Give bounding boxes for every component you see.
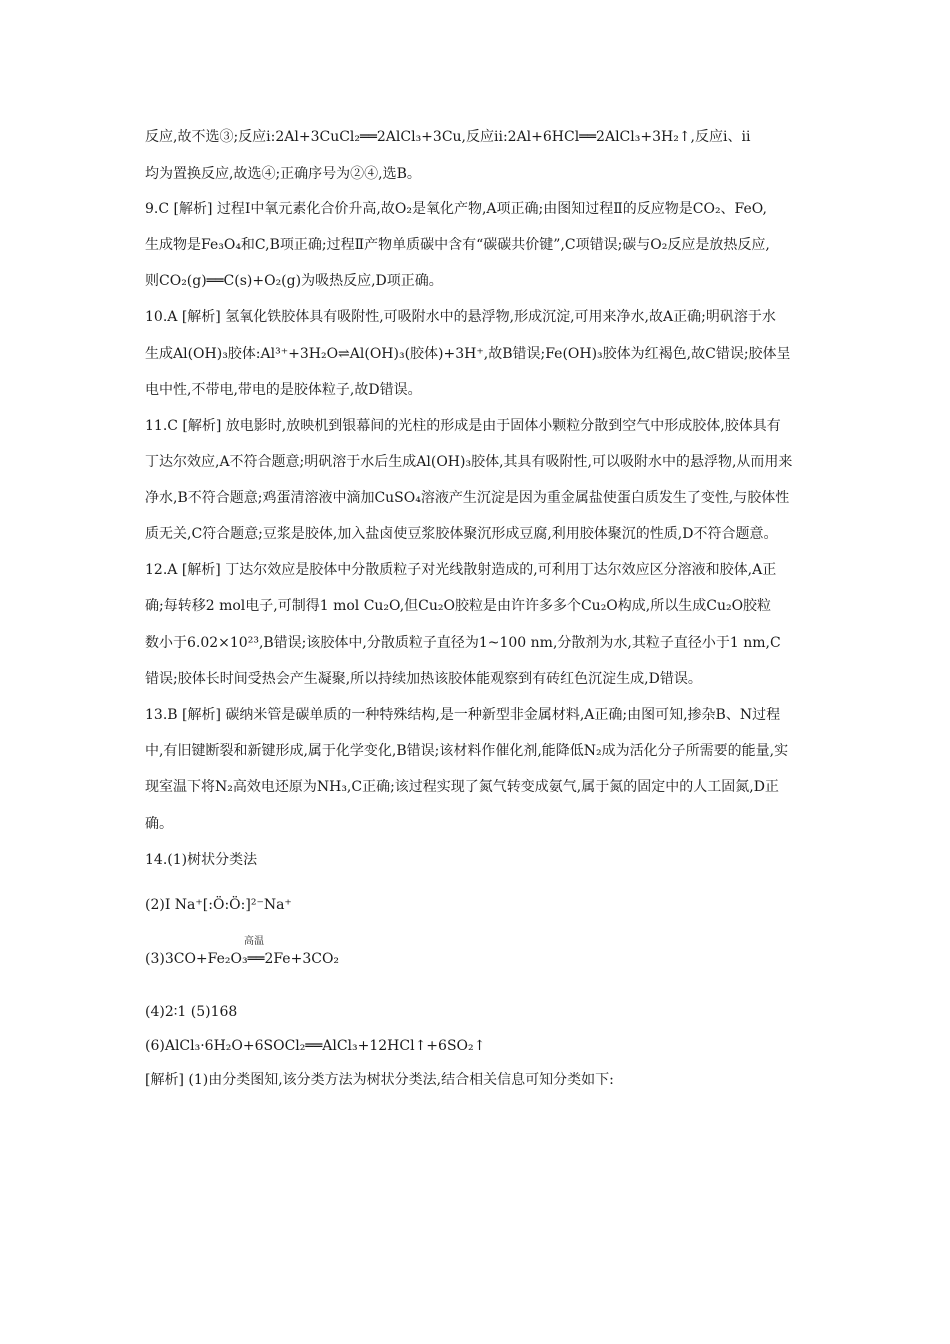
text-line-18: 中,有旧键断裂和新键形成,属于化学变化,B错误;该材料作催化剂,能降低N₂成为活化分子所需要的能量,实	[145, 743, 789, 759]
answer-10: 10.A [解析] 氢氧化铁胶体具有吸附性,可吸附水中的悬浮物,形成沉淀,可用来净水,故A正确;明矾溶于水	[145, 309, 776, 325]
text-line-19: 现室温下将N₂高效电还原为NH₃,C正确;该过程实现了氮气转变成氨气,属于氮的固定中的人工固氮,D正	[145, 779, 779, 795]
text-line-10: 丁达尔效应,A不符合题意;明矾溶于水后生成Al(OH)₃胶体,其具有吸附性,可以吸附水中的悬浮物,从而用来	[145, 454, 793, 470]
answer-9: 9.C [解析] 过程Ⅰ中氧元素化合价升高,故O₂是氧化产物,A项正确;由图知过程Ⅱ的反应物是CO₂、FeO,	[145, 201, 767, 217]
text-line-8: 电中性,不带电,带电的是胶体粒子,故D错误。	[145, 382, 422, 398]
text-line-2: 均为置换反应,故选④;正确序号为②④,选B。	[145, 166, 421, 182]
answer-14-part-3: (3)3CO+Fe₂O₃══2Fe+3CO₂	[145, 951, 340, 967]
answer-12: 12.A [解析] 丁达尔效应是胶体中分散质粒子对光线散射造成的,可利用丁达尔效应区分溶液和胶体,A正	[145, 562, 777, 578]
text-line-4: 生成物是Fe₃O₄和C,B项正确;过程Ⅱ产物单质碳中含有“碳碳共价键”,C项错误;碳与O₂反应是放热反应,	[145, 237, 770, 253]
text-line-5: 则CO₂(g)══C(s)+O₂(g)为吸热反应,D项正确。	[145, 273, 443, 289]
text-line-12: 质无关,C符合题意;豆浆是胶体,加入盐卤使豆浆胶体聚沉形成豆腐,利用胶体聚沉的性质,D不符合题意。	[145, 526, 778, 542]
answer-14-part-4-5: (4)2∶1 (5)168	[145, 1004, 238, 1020]
answer-14-part-6: (6)AlCl₃·6H₂O+6SOCl₂══AlCl₃+12HCl↑+6SO₂↑	[145, 1038, 486, 1054]
answer-11: 11.C [解析] 放电影时,放映机到银幕间的光柱的形成是由于固体小颗粒分散到空气中形成胶体,胶体具有	[145, 418, 781, 434]
answer-14-part-1: 14.(1)树状分类法	[145, 852, 258, 868]
text-line-11: 净水,B不符合题意;鸡蛋清溶液中滴加CuSO₄溶液产生沉淀是因为重金属盐使蛋白质发生了变性,与胶体性	[145, 490, 790, 506]
text-line-14: 确;每转移2 mol电子,可制得1 mol Cu₂O,但Cu₂O胶粒是由许许多多个Cu₂O构成,所以生成Cu₂O胶粒	[145, 598, 772, 614]
text-line-7: 生成Al(OH)₃胶体:Al³⁺+3H₂O⇌Al(OH)₃(胶体)+3H⁺,故B错误;Fe(OH)₃胶体为红褐色,故C错误;胶体呈	[145, 346, 791, 362]
text-line-15: 数小于6.02×10²³,B错误;该胶体中,分散质粒子直径为1~100 nm,分散剂为水,其粒子直径小于1 nm,C	[145, 635, 781, 651]
text-line-1: 反应,故不选③;反应ⅰ:2Al+3CuCl₂══2AlCl₃+3Cu,反应ⅱ:2Al+6HCl══2AlCl₃+3H₂↑,反应ⅰ、ⅱ	[145, 129, 751, 145]
answer-13: 13.B [解析] 碳纳米管是碳单质的一种特殊结构,是一种新型非金属材料,A正确;由图可知,掺杂B、N过程	[145, 707, 781, 723]
reaction-condition-label: 高温	[244, 936, 264, 947]
analysis-intro: [解析] (1)由分类图知,该分类方法为树状分类法,结合相关信息可知分类如下:	[145, 1072, 614, 1088]
text-line-20: 确。	[145, 816, 173, 832]
text-line-16: 错误;胶体长时间受热会产生凝聚,所以持续加热该胶体能观察到有砖红色沉淀生成,D错误。	[145, 671, 702, 687]
answer-14-part-2: (2)Ⅰ Na⁺[:Ö:Ö:]²⁻Na⁺	[145, 897, 292, 913]
